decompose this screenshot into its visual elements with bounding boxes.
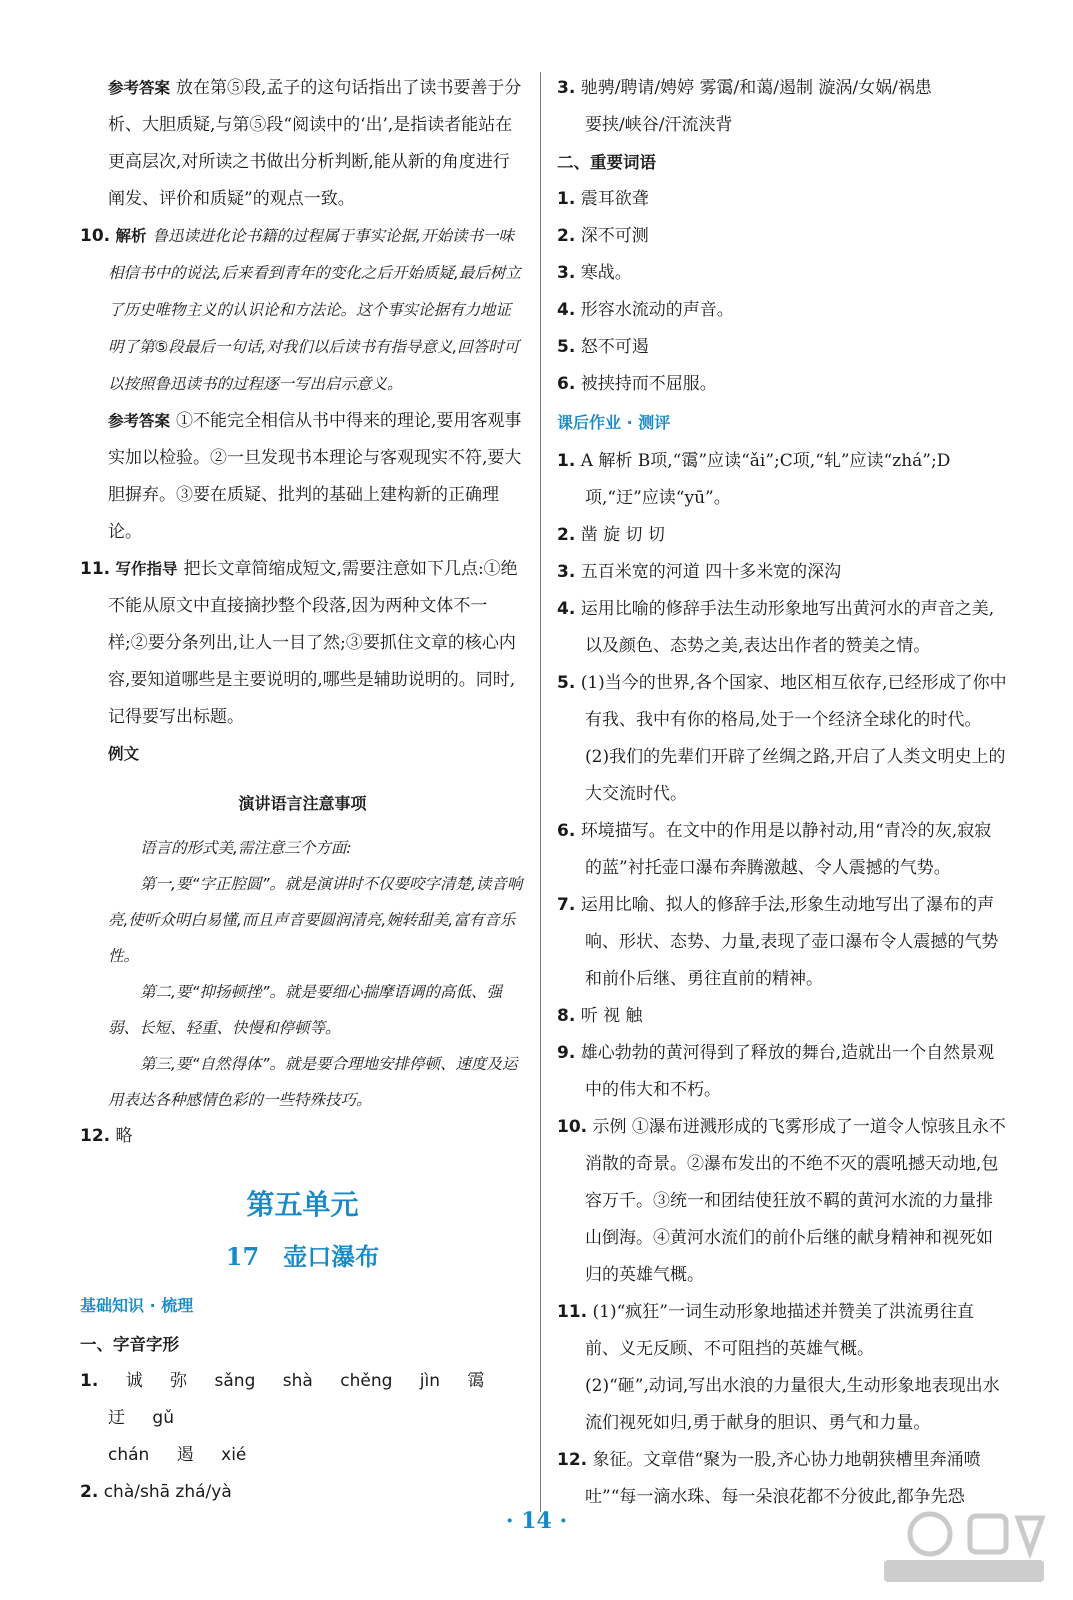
analysis-label: 解析 (115, 227, 147, 245)
q9-answer-text: 放在第⑤段,孟子的这句话指出了读书要善于分析、大胆质疑,与第⑤段“阅读中的‘出’,是指读者能站在更高层次,对所读之书做出分析判断,能从新的角度进行阐发、评价和质疑”的观点一致。 (108, 78, 522, 209)
word-number: 6. (557, 374, 576, 394)
q1-item: 霭 (467, 1371, 485, 1391)
answer-text: 雄心勃勃的黄河得到了释放的舞台,造就出一个自然景观中的伟大和不朽。 (580, 1043, 995, 1100)
word-text: 寒战。 (580, 263, 632, 283)
q1-item: 弥 (170, 1371, 188, 1391)
lesson-name: 壶口瀑布 (283, 1242, 380, 1271)
answer-text: 象征。文章借“聚为一股,齐心协力地朝狭槽里奔涌喷吐”“每一滴水珠、每一朵浪花都不分彼此,都争先恐 (585, 1450, 981, 1507)
word-item (557, 292, 1007, 329)
q11-guide (80, 551, 525, 736)
word-number: 3. (557, 263, 576, 283)
word-item (557, 366, 1007, 403)
answer-text: (2)我们的先辈们开辟了丝绸之路,开启了人类文明史上的大交流时代。 (585, 747, 1006, 804)
lesson-number: 17 (225, 1242, 260, 1271)
section-after-class: 课后作业 · 测评 (557, 413, 671, 432)
answer-text: (1)“疯狂”一词生动形象地描述并赞美了洪流勇往直前、义无反顾、不可阻挡的英雄气概。 (585, 1302, 974, 1359)
q1-line (80, 1363, 525, 1437)
answer-item (557, 887, 1007, 998)
q1-item: jìn (419, 1371, 441, 1391)
page-number: · 14 · (505, 1508, 568, 1534)
word-text: 深不可测 (580, 226, 649, 246)
word-number: 1. (557, 189, 576, 209)
example-line: 语言的形式美,需注意三个方面: (140, 839, 352, 857)
answer-text: A 解析 B项,“霭”应读“ǎi”;C项,“轧”应读“zhá”;D项,“迂”应读“yū”。 (580, 451, 951, 508)
q1-item: 迂 (108, 1408, 125, 1428)
word-text: 形容水流动的声音。 (580, 300, 734, 320)
answer-label: 参考答案 (108, 79, 171, 97)
answer-item (557, 517, 1007, 554)
answer-text: 示例 ①瀑布迸溅形成的飞雾形成了一道令人惊骇且永不消散的奇景。②瀑布发出的不绝不灭的震吼撼天动地,包容万千。③统一和团结使狂放不羁的黄河水流的力量排山倒海。④黄河水流们的前仆后继的献身精神和视死如归的英雄气概。 (585, 1117, 1006, 1285)
answer-item (557, 1368, 1007, 1442)
q3-line-2: 要挟/峡谷/汗流浃背 (585, 115, 733, 135)
answer-item (557, 813, 1007, 887)
word-text: 被挟持而不屈服。 (580, 374, 717, 394)
word-number: 4. (557, 300, 576, 320)
answer-item (557, 591, 1007, 665)
column-divider (540, 72, 541, 1512)
right-column (557, 70, 1007, 1516)
answer-text: 听 视 触 (580, 1006, 643, 1026)
answer-item (557, 1035, 1007, 1109)
heading-pronunciation: 一、字音字形 (80, 1335, 179, 1354)
q1-item: chán (108, 1445, 150, 1465)
q10-answer (80, 403, 525, 551)
heading-important-words: 二、重要词语 (557, 153, 656, 172)
example-label (80, 736, 525, 773)
q12-text: 略 (115, 1126, 133, 1146)
example-line: 第一,要“字正腔圆”。就是演讲时不仅要咬字清楚,读音响亮,使听众明白易懂,而且声音要圆润清亮,婉转甜美,富有音乐性。 (108, 875, 523, 965)
answer-text: (1)当今的世界,各个国家、地区相互依存,已经形成了你中有我、我中有你的格局,处于一个经济全球化的时代。 (580, 673, 1007, 730)
q1-item: chěng (340, 1371, 393, 1391)
example-line: 第三,要“自然得体”。就是要合理地安排停顿、速度及运用表达各种感情色彩的一些特殊技巧。 (108, 1055, 518, 1109)
answer-text: 五百米宽的河道 四十多米宽的深沟 (580, 562, 842, 582)
answer-number: 7. (557, 895, 576, 915)
q11-guide-text: 把长文章简缩成短文,需要注意如下几点:①绝不能从原文中直接摘抄整个段落,因为两种文体不一样;②要分条列出,让人一目了然;③要抓住文章的核心内容,要知道哪些是主要说明的,哪些是辅助说明的。同时,记得要写出标题。 (108, 559, 518, 727)
answer-number: 1. (557, 451, 576, 471)
answer-number: 4. (557, 599, 576, 619)
q10-analysis (80, 218, 525, 403)
answer-number: 8. (557, 1006, 576, 1026)
after-class-answers (557, 443, 1007, 1516)
word-number: 5. (557, 337, 576, 357)
q1-line-2 (80, 1437, 525, 1474)
answer-item (557, 1109, 1007, 1294)
left-column (80, 70, 525, 1511)
word-item (557, 181, 1007, 218)
answer-number: 10. (557, 1117, 588, 1137)
q12 (80, 1118, 525, 1155)
word-number: 2. (557, 226, 576, 246)
q2-text: chà/shā zhá/yà (103, 1482, 232, 1502)
answer-number: 12. (557, 1450, 588, 1470)
q9-answer (80, 70, 525, 218)
answer-number: 9. (557, 1043, 576, 1063)
q3-number: 3. (557, 78, 576, 98)
answer-number: 2. (557, 525, 576, 545)
answer-text: 凿 旋 切 切 (580, 525, 665, 545)
q1-item: shà (282, 1371, 313, 1391)
section-basic-knowledge: 基础知识 · 梳理 (80, 1296, 194, 1315)
q10-number: 10. (80, 226, 111, 246)
lesson-title (80, 1237, 525, 1272)
q12-number: 12. (80, 1126, 111, 1146)
answer-item (557, 665, 1007, 739)
word-text: 怒不可遏 (580, 337, 649, 357)
watermark-logo (870, 1500, 1060, 1592)
q3-line (557, 70, 1007, 107)
q1-item: 诚 (125, 1371, 143, 1391)
answer-item (557, 998, 1007, 1035)
answer-number: 6. (557, 821, 576, 841)
answer-item (557, 554, 1007, 591)
q1-item: sǎng (214, 1371, 256, 1391)
word-item (557, 218, 1007, 255)
answer-label: 参考答案 (108, 412, 171, 430)
answer-text: 运用比喻的修辞手法生动形象地写出黄河水的声音之美,以及颜色、态势之美,表达出作者的赞美之情。 (580, 599, 995, 656)
important-words-list (557, 181, 1007, 403)
answer-number: 5. (557, 673, 576, 693)
example-label-text: 例文 (108, 745, 140, 763)
q1-number: 1. (80, 1371, 99, 1391)
answer-text: (2)“砸”,动词,写出水浪的力量很大,生动形象地表现出水流们视死如归,勇于献身的胆识、勇气和力量。 (585, 1376, 1000, 1433)
example-title: 演讲语言注意事项 (238, 794, 367, 813)
answer-item (557, 1294, 1007, 1368)
word-text: 震耳欲聋 (580, 189, 649, 209)
answer-text: 环境描写。在文中的作用是以静衬动,用“青冷的灰,寂寂的蓝”衬托壶口瀑布奔腾激越、令人震撼的气势。 (580, 821, 992, 878)
answer-item (557, 739, 1007, 813)
q3-text: 驰骋/聘请/娉婷 雾霭/和蔼/遏制 漩涡/女娲/祸患 (580, 78, 932, 98)
answer-item (557, 443, 1007, 517)
q1-item: gǔ (152, 1408, 174, 1428)
q1-item: xié (221, 1445, 247, 1465)
unit-title: 第五单元 (246, 1188, 359, 1221)
example-line: 第二,要“抑扬顿挫”。就是要细心揣摩语调的高低、强弱、长短、轻重、快慢和停顿等。 (108, 983, 502, 1037)
writing-guide-label: 写作指导 (115, 560, 178, 578)
answer-number: 3. (557, 562, 576, 582)
word-item (557, 329, 1007, 366)
answer-text: 运用比喻、拟人的修辞手法,形象生动地写出了瀑布的声响、形状、态势、力量,表现了壶口瀑布令人震撼的气势和前仆后继、勇往直前的精神。 (580, 895, 999, 989)
q2-line (80, 1474, 525, 1511)
q11-number: 11. (80, 559, 111, 579)
q10-analysis-text: 鲁迅读进化论书籍的过程属于事实论据,开始读书一味相信书中的说法,后来看到青年的变化之后开始质疑,最后树立了历史唯物主义的认识论和方法论。这个事实论据有力地证明了第⑤段最后一句话,对我们以后读书有指导意义,回答时可以按照鲁迅读书的过程逐一写出启示意义。 (108, 227, 521, 393)
q1-item: 遏 (176, 1445, 194, 1465)
answer-number: 11. (557, 1302, 588, 1322)
word-item (557, 255, 1007, 292)
q10-answer-text: ①不能完全相信从书中得来的理论,要用客观事实加以检验。②一旦发现书本理论与客观现实不符,要大胆摒弃。③要在质疑、批判的基础上建构新的正确理论。 (108, 411, 522, 542)
q2-number: 2. (80, 1482, 99, 1502)
